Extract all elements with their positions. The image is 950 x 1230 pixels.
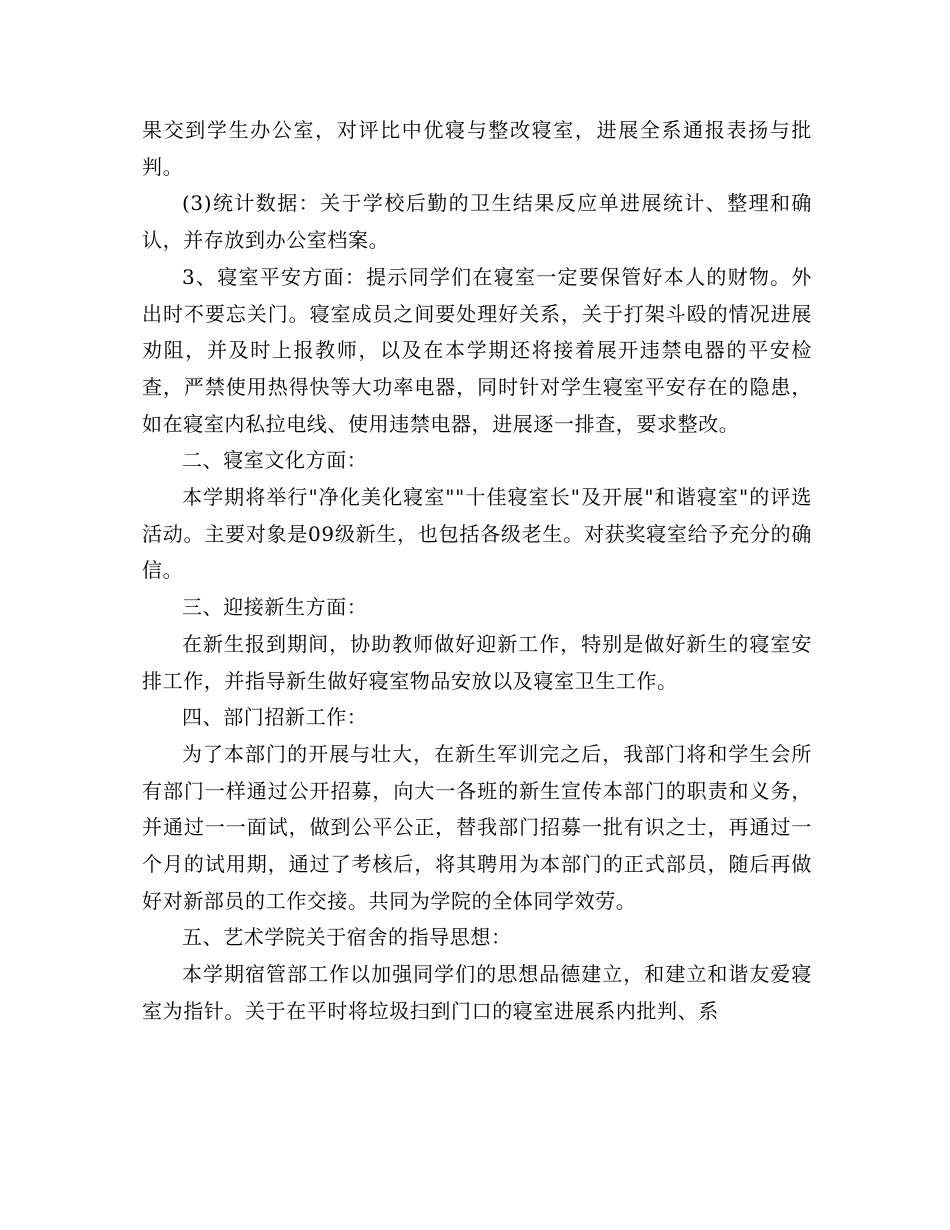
section-heading-welcome-freshmen: 三、迎接新生方面： — [182, 595, 368, 620]
paragraph-guiding-ideology: 本学期宿管部工作以加强同学们的思想品德建立，和建立和谐友爱寝室为指针。关于在平时将垃圾扫到门口的寝室进展系内批判、系 — [142, 962, 812, 1023]
paragraph-welcome-freshmen: 在新生报到期间，协助教师做好迎新工作，特别是做好新生的寝室安排工作，并指导新生做好寝室物品安放以及寝室卫生工作。 — [142, 631, 812, 693]
document-page — [142, 112, 812, 1030]
paragraph-statistics: (3)统计数据：关于学校后勤的卫生结果反应单进展统计、整理和确认，并存放到办公室档案。 — [142, 191, 812, 253]
paragraph-dorm-safety: 3、寝室平安方面：提示同学们在寝室一定要保管好本人的财物。外出时不要忘关门。寝室成员之间要处理好关系，关于打架斗殴的情况进展劝阻，并及时上报教师，以及在本学期还将接着展开违禁电器的平安检查，严禁使用热得快等大功率电器，同时针对学生寝室平安存在的隐患，如在寝室内私拉电线、使用违禁电器，进展逐一排查，要求整改。 — [142, 264, 812, 436]
section-heading-dorm-culture: 二、寝室文化方面： — [182, 448, 368, 473]
section-heading-guiding-ideology: 五、艺术学院关于宿舍的指导思想： — [182, 925, 512, 950]
paragraph-recruitment: 为了本部门的开展与壮大，在新生军训完之后，我部门将和学生会所有部门一样通过公开招募，向大一各班的新生宣传本部门的职责和义务，并通过一一面试，做到公平公正，替我部门招募一批有识之士，再通过一个月的试用期，通过了考核后，将其聘用为本部门的正式部员，随后再做好对新部员的工作交接。共同为学院的全体同学效劳。 — [142, 741, 812, 913]
section-heading-recruitment: 四、部门招新工作： — [182, 705, 368, 730]
paragraph-dorm-culture: 本学期将举行"净化美化寝室""十佳寝室长"及开展"和谐寝室"的评选活动。主要对象是09级新生，也包括各级老生。对获奖寝室给予充分的确信。 — [142, 485, 812, 583]
paragraph-continuation: 果交到学生办公室，对评比中优寝与整改寝室，进展全系通报表扬与批判。 — [142, 118, 812, 179]
